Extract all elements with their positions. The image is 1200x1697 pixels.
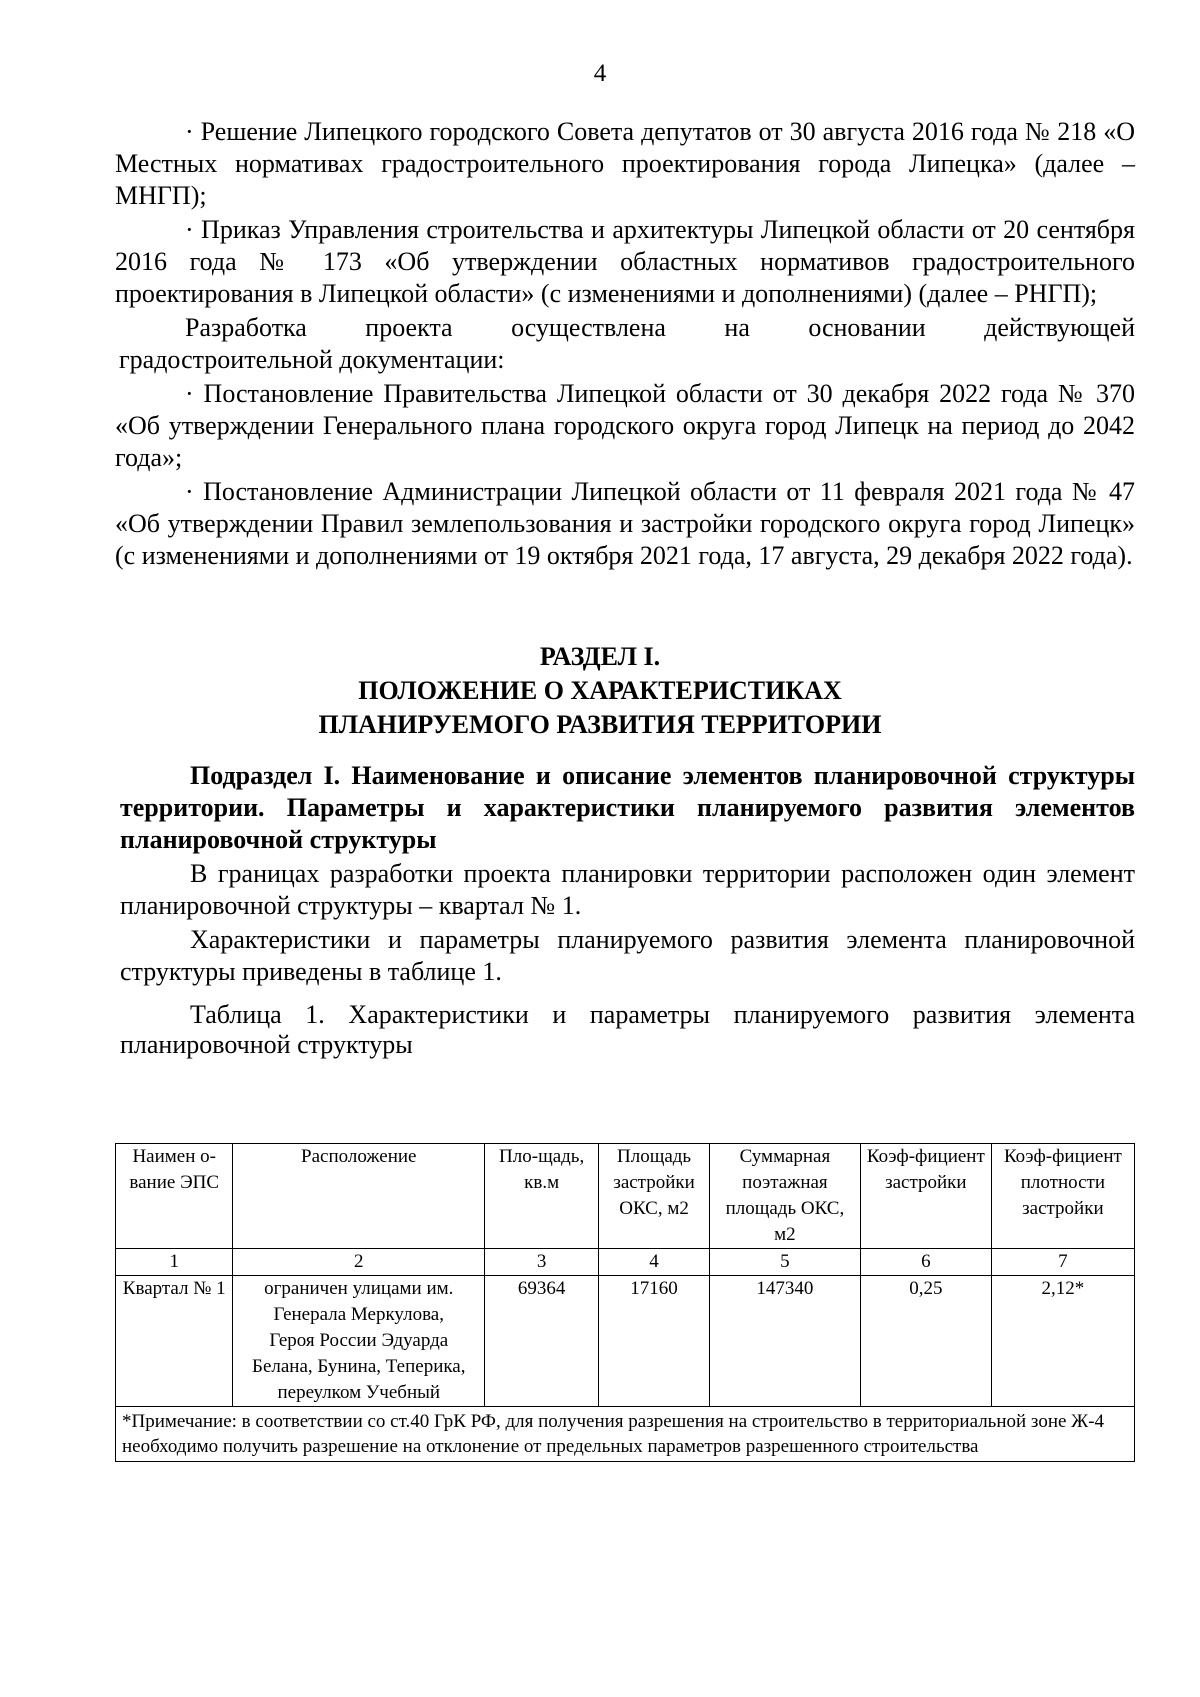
table-note: *Примечание: в соответствии со ст.40 ГрК РФ, для получения разрешения на строительство в территориальной зоне Ж-4 необходимо получить разрешение на отклонение от предельных параметров разрешенного строительства xyxy=(116,1407,1135,1462)
header-floor-area: Суммарная поэтажная площадь ОКС, м2 xyxy=(709,1144,860,1249)
column-number: 6 xyxy=(860,1249,991,1276)
paragraph-development-cont: градостроительной документации: xyxy=(119,345,505,374)
header-density-ratio: Коэф-фициент плотности застройки xyxy=(991,1144,1134,1249)
cell-name: Квартал № 1 xyxy=(116,1276,233,1407)
cell-location: ограничен улицами им. Генерала Меркулова, Героя России Эдуарда Белана, Бунина, Теперика, переулком Учебный xyxy=(233,1276,485,1407)
header-built-area: Площадь застройки ОКС, м2 xyxy=(599,1144,710,1249)
cell-coverage-ratio: 0,25 xyxy=(860,1276,991,1407)
header-coverage-ratio: Коэф-фициент застройки xyxy=(860,1144,991,1249)
paragraph-table-ref: Характеристики и параметры планируемого развития элемента планировочной структуры приведены в таблице 1. xyxy=(120,925,1135,986)
header-area: Пло-щадь, кв.м xyxy=(485,1144,599,1249)
section-heading-line1: РАЗДЕЛ I. xyxy=(539,642,661,671)
paragraph-quarter: В границах разработки проекта планировки территории расположен один элемент планировочной структуры – квартал № 1. xyxy=(120,859,1135,920)
table-caption: Таблица 1. Характеристики и параметры планируемого развития элемента планировочной структуры xyxy=(120,1000,1135,1059)
section-heading-line3: ПЛАНИРУЕМОГО РАЗВИТИЯ ТЕРРИТОРИИ xyxy=(318,710,882,739)
table-number-row xyxy=(116,1249,1135,1276)
characteristics-table xyxy=(115,1143,1135,1462)
paragraph-mngp: · Решение Липецкого городского Совета депутатов от 30 августа 2016 года № 218 «О Местных нормативах градостроительного проектирования города Липецка» (далее – МНГП); xyxy=(115,117,1135,210)
column-number: 5 xyxy=(709,1249,860,1276)
column-number: 2 xyxy=(233,1249,485,1276)
page-number: 4 xyxy=(593,60,607,87)
table-note-row xyxy=(116,1407,1135,1462)
cell-area: 69364 xyxy=(485,1276,599,1407)
header-location: Расположение xyxy=(233,1144,485,1249)
column-number: 4 xyxy=(599,1249,710,1276)
section-heading xyxy=(0,640,1200,742)
cell-floor-area: 147340 xyxy=(709,1276,860,1407)
subsection-title: Подраздел I. Наименование и описание элементов планировочной структуры территории. Параметры и характеристики планируемого развития элементов планировочной структуры xyxy=(120,761,1135,854)
cell-density-ratio: 2,12* xyxy=(991,1276,1134,1407)
paragraph-general-plan: · Постановление Правительства Липецкой области от 30 декабря 2022 года № 370 «Об утверждении Генерального плана городского округа город Липецк на период до 2042 года»; xyxy=(115,379,1135,472)
column-number: 3 xyxy=(485,1249,599,1276)
section-heading-line2: ПОЛОЖЕНИЕ О ХАРАКТЕРИСТИКАХ xyxy=(358,676,842,705)
table-row xyxy=(116,1276,1135,1407)
paragraph-rngp: · Приказ Управления строительства и архитектуры Липецкой области от 20 сентября 2016 года № 173 «Об утверждении областных нормативов градостроительного проектирования в Липецкой области» (с изменениями и дополнениями) (далее – РНГП); xyxy=(115,215,1135,308)
table-caption-block xyxy=(120,1000,1135,1062)
subsection-block xyxy=(120,760,1135,990)
paragraph-pzz: · Постановление Администрации Липецкой области от 11 февраля 2021 года № 47 «Об утверждении Правил землепользования и застройки городского округа город Липецк» (с изменениями и дополнениями от 19 октября 2021 года, 17 августа, 29 декабря 2022 года). xyxy=(115,477,1135,570)
cell-built-area: 17160 xyxy=(599,1276,710,1407)
paragraph-development: Разработка проекта осуществлена на основании действующей xyxy=(185,313,1135,342)
column-number: 1 xyxy=(116,1249,233,1276)
column-number: 7 xyxy=(991,1249,1134,1276)
table-header-row xyxy=(116,1144,1135,1249)
header-name: Наимен о-вание ЭПС xyxy=(116,1144,233,1249)
intro-text xyxy=(115,116,1135,574)
